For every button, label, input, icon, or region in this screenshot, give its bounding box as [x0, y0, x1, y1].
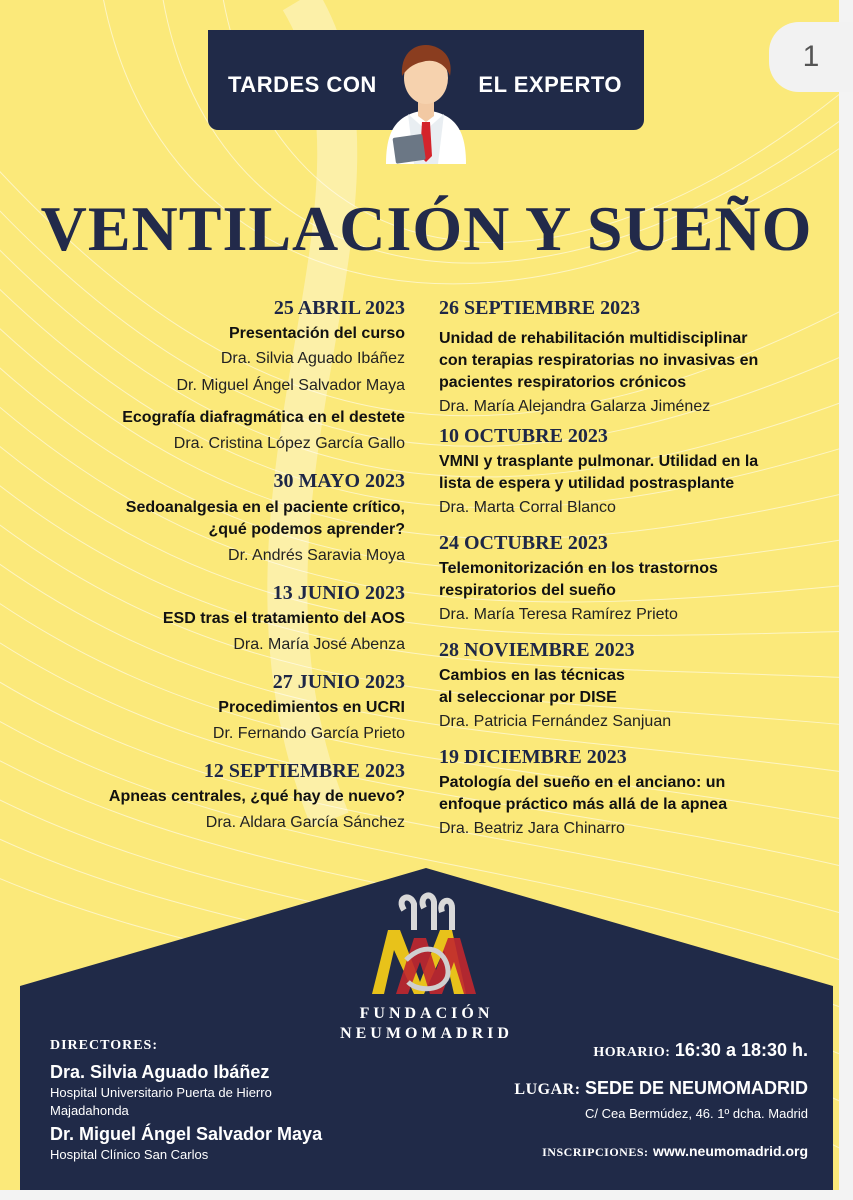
- schedule-info: [593, 1040, 808, 1061]
- doctor-icon: [378, 18, 474, 164]
- session-date: 13 JUNIO 2023: [272, 582, 405, 604]
- director-hospital: Hospital Universitario Puerta de Hierro Majadahonda: [50, 1085, 272, 1118]
- address: C/ Cea Bermúdez, 46. 1º dcha. Madrid: [585, 1106, 808, 1121]
- registration-info: [542, 1143, 808, 1161]
- banner-left-text: TARDES CON: [228, 72, 377, 97]
- foundation-line: NEUMOMADRID: [340, 1025, 513, 1042]
- speaker: Dra. Marta Corral Blanco: [439, 499, 616, 516]
- foundation-line: FUNDACIÓN: [359, 1005, 494, 1022]
- session-date: 30 MAYO 2023: [273, 470, 405, 492]
- session: [25, 759, 405, 834]
- page-number: 1: [802, 40, 820, 73]
- session: [439, 531, 829, 626]
- place-info: [514, 1078, 808, 1099]
- session: [25, 296, 405, 455]
- registration-link[interactable]: www.neumomadrid.org: [652, 1143, 808, 1159]
- session: [25, 469, 405, 567]
- page-title: VENTILACIÓN Y SUEÑO: [40, 193, 813, 264]
- banner-right-text: EL EXPERTO: [478, 72, 622, 97]
- talk-title: Apneas centrales, ¿qué hay de nuevo?: [108, 788, 405, 805]
- talk-title: Unidad de rehabilitación multidisciplinar: [439, 330, 748, 347]
- neumomadrid-logo-icon: [366, 890, 486, 1000]
- session-date: 12 SEPTIEMBRE 2023: [203, 760, 405, 782]
- talk-title: con terapias respiratorias no invasivas en: [439, 352, 759, 369]
- speaker: Dra. María José Abenza: [233, 636, 405, 653]
- director-name: Dr. Miguel Ángel Salvador Maya: [50, 1124, 323, 1144]
- page-number-tab[interactable]: [769, 22, 853, 92]
- talk-title: lista de espera y utilidad postrasplante: [439, 475, 735, 492]
- talk-title: Sedoanalgesia en el paciente crítico,: [125, 499, 405, 516]
- sessions-left-column: [25, 296, 405, 834]
- speaker: Dr. Andrés Saravia Moya: [228, 547, 405, 564]
- director-name: Dra. Silvia Aguado Ibáñez: [50, 1062, 270, 1082]
- speaker: Dr. Fernando García Prieto: [212, 725, 405, 742]
- talk-title: Ecografía diafragmática en el destete: [122, 409, 405, 426]
- talk-title: Procedimientos en UCRI: [218, 699, 405, 716]
- session: [439, 638, 829, 733]
- sessions-right-column: [439, 296, 829, 840]
- speaker: Dra. Patricia Fernández Sanjuan: [439, 713, 672, 730]
- schedule-value: 16:30 a 18:30 h.: [674, 1040, 808, 1060]
- session: [25, 581, 405, 656]
- directors-label: DIRECTORES:: [50, 1038, 158, 1053]
- director-hospital: Hospital Clínico San Carlos: [50, 1147, 209, 1162]
- session-date: 28 NOVIEMBRE 2023: [439, 639, 635, 661]
- session: [439, 296, 829, 418]
- talk-title: respiratorios del sueño: [439, 582, 616, 599]
- speaker: Dra. María Teresa Ramírez Prieto: [439, 606, 678, 623]
- session: [439, 424, 829, 519]
- talk-title: Presentación del curso: [228, 325, 405, 342]
- session-date: 25 ABRIL 2023: [273, 297, 405, 319]
- talk-title: al seleccionar por DISE: [439, 689, 617, 706]
- talk-title: VMNI y trasplante pulmonar. Utilidad en la: [439, 453, 759, 470]
- talk-title: ¿qué podemos aprender?: [208, 521, 405, 538]
- session-date: 19 DICIEMBRE 2023: [439, 746, 627, 768]
- talk-title: Patología del sueño en el anciano: un: [439, 774, 726, 791]
- talk-title: ESD tras el tratamiento del AOS: [162, 610, 405, 627]
- speaker: Dra. Cristina López García Gallo: [173, 435, 405, 452]
- schedule-label: HORARIO:: [593, 1045, 671, 1060]
- session-date: 24 OCTUBRE 2023: [439, 532, 608, 554]
- session: [439, 745, 829, 840]
- talk-title: pacientes respiratorios crónicos: [439, 374, 687, 391]
- session-date: 10 OCTUBRE 2023: [439, 425, 608, 447]
- speaker: Dra. María Alejandra Galarza Jiménez: [439, 398, 711, 415]
- session: [25, 670, 405, 745]
- speaker: Dr. Miguel Ángel Salvador Maya: [176, 377, 405, 394]
- speaker: Dra. Aldara García Sánchez: [205, 814, 405, 831]
- talk-title: enfoque práctico más allá de la apnea: [439, 796, 728, 813]
- registration-label: INSCRIPCIONES:: [542, 1145, 649, 1159]
- session-date: 27 JUNIO 2023: [272, 671, 405, 693]
- place-label: LUGAR:: [514, 1081, 581, 1098]
- talk-title: Telemonitorización en los trastornos: [439, 560, 718, 577]
- place-value: SEDE DE NEUMOMADRID: [584, 1078, 808, 1098]
- talk-title: Cambios en las técnicas: [439, 667, 625, 684]
- speaker: Dra. Beatriz Jara Chinarro: [439, 820, 625, 837]
- session-date: 26 SEPTIEMBRE 2023: [439, 297, 641, 319]
- speaker: Dra. Silvia Aguado Ibáñez: [220, 350, 405, 367]
